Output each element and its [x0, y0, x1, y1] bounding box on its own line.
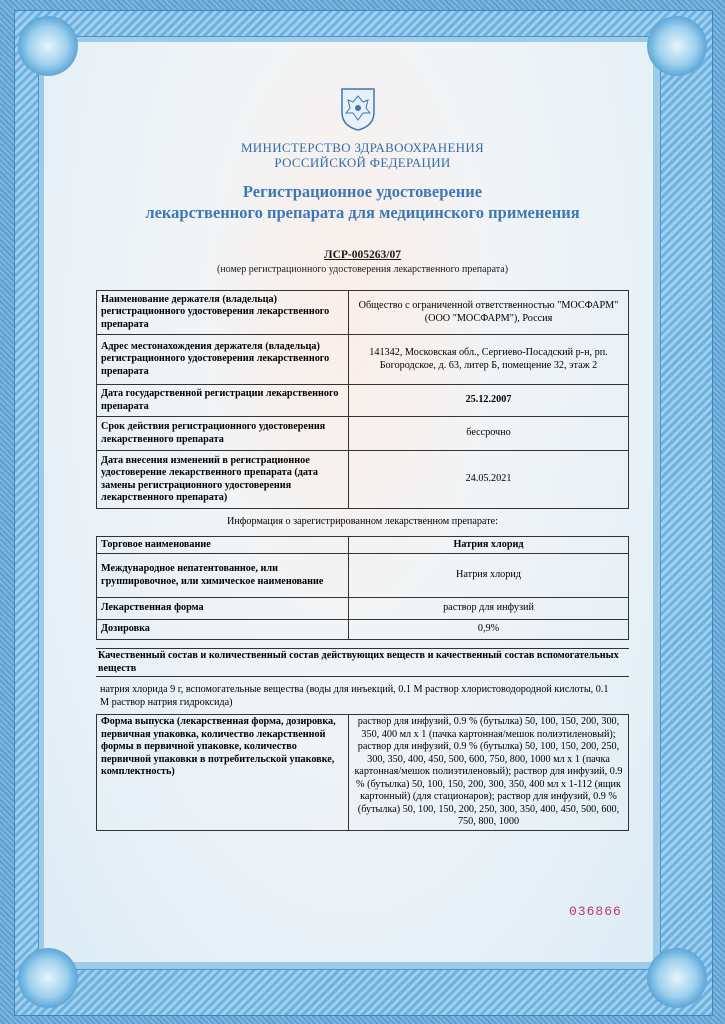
- row-value: Натрия хлорид: [349, 554, 629, 598]
- row-label: Дозировка: [97, 620, 349, 640]
- composition-heading: Качественный состав и количественный состав действующих веществ и качественный состав вспомогательных веществ: [96, 648, 629, 677]
- composition-text: натрия хлорида 9 г, вспомогательные вещества (воды для инъекций, 0.1 М раствор хлористоводородной кислоты, 0.1 М раствор натрия гидроксида): [100, 684, 609, 708]
- serial-number: 036866: [569, 904, 622, 919]
- row-label: Дата государственной регистрации лекарственного препарата: [97, 385, 349, 417]
- registration-number-caption: (номер регистрационного удостоверения лекарственного препарата): [216, 264, 509, 275]
- row-label: Срок действия регистрационного удостоверения лекарственного препарата: [97, 417, 349, 451]
- table-row: [97, 335, 629, 385]
- coat-of-arms-icon: [339, 86, 377, 132]
- registration-number: ЛСР-005263/07: [324, 249, 401, 261]
- row-label: Международное непатентованное, или группировочное, или химическое наименование: [97, 554, 349, 598]
- corner-rosette-icon: [647, 948, 707, 1008]
- row-label: Адрес местонахождения держателя (владельца) регистрационного удостоверения лекарственного препарата: [97, 335, 349, 385]
- table-row: [97, 385, 629, 417]
- document-title-line2: лекарственного препарата для медицинского применения: [145, 203, 580, 222]
- row-value: раствор для инфузий: [349, 598, 629, 620]
- product-info-table: [96, 536, 629, 640]
- row-value: 141342, Московская обл., Сергиево-Посадский р-н, рп. Богородское, д. 63, литер Б, помещение 32, этаж 2: [349, 335, 629, 385]
- table-row: [97, 598, 629, 620]
- row-label: Торговое наименование: [97, 537, 349, 554]
- table-row: [97, 451, 629, 509]
- table-row: [97, 291, 629, 335]
- table-row: [97, 554, 629, 598]
- table-row: [97, 620, 629, 640]
- release-form-table: [96, 714, 629, 831]
- release-form-label: Форма выпуска (лекарственная форма, дозировка, первичная упаковка, количество лекарственной формы в первичной упаковке, количество первичной упаковки в потребительской упаковке, комплектность): [97, 715, 349, 831]
- document-title-line1: Регистрационное удостоверение: [242, 182, 483, 201]
- row-value: Натрия хлорид: [349, 537, 629, 554]
- product-info-heading: Информация о зарегистрированном лекарственном препарате:: [227, 516, 498, 527]
- row-value: 24.05.2021: [349, 451, 629, 509]
- table-row: [97, 537, 629, 554]
- holder-info-table: [96, 290, 629, 509]
- ministry-name-line2: РОССИЙСКОЙ ФЕДЕРАЦИИ: [274, 155, 451, 170]
- corner-rosette-icon: [18, 948, 78, 1008]
- corner-rosette-icon: [647, 16, 707, 76]
- table-row: [97, 715, 629, 831]
- row-value: 0,9%: [349, 620, 629, 640]
- row-label: Дата внесения изменений в регистрационное удостоверение лекарственного препарата (дата замены регистрационного удостоверения лекарственного препарата): [97, 451, 349, 509]
- row-value: Общество с ограниченной ответственностью "МОСФАРМ" (ООО "МОСФАРМ"), Россия: [349, 291, 629, 335]
- release-form-value: раствор для инфузий, 0.9 % (бутылка) 50, 100, 150, 200, 300, 350, 400 мл х 1 (пачка картонная/мешок полиэтиленовый); раствор для инфузий, 0.9 % (бутылка) 50, 100, 150, 200, 250, 300, 350, 400, 450, 500, 600, 750, 800, 1000 мл х 1 (пачка картонная/мешок полиэтиленовый); раствор для инфузий, 0.9 % (бутылка) 50, 100, 150, 200, 300, 350, 400 мл х 1-112 (ящик картонный) (для стационаров); раствор для инфузий, 0.9 % (бутылка) 50, 100, 150, 200, 250, 300, 350, 400, 450, 500, 600, 750, 800, 1000: [349, 715, 629, 831]
- row-label: Наименование держателя (владельца) регистрационного удостоверения лекарственного препарата: [97, 291, 349, 335]
- ministry-name-line1: МИНИСТЕРСТВО ЗДРАВООХРАНЕНИЯ: [240, 140, 485, 155]
- row-value: бессрочно: [349, 417, 629, 451]
- row-value: 25.12.2007: [349, 385, 629, 417]
- table-row: [97, 417, 629, 451]
- corner-rosette-icon: [18, 16, 78, 76]
- row-label: Лекарственная форма: [97, 598, 349, 620]
